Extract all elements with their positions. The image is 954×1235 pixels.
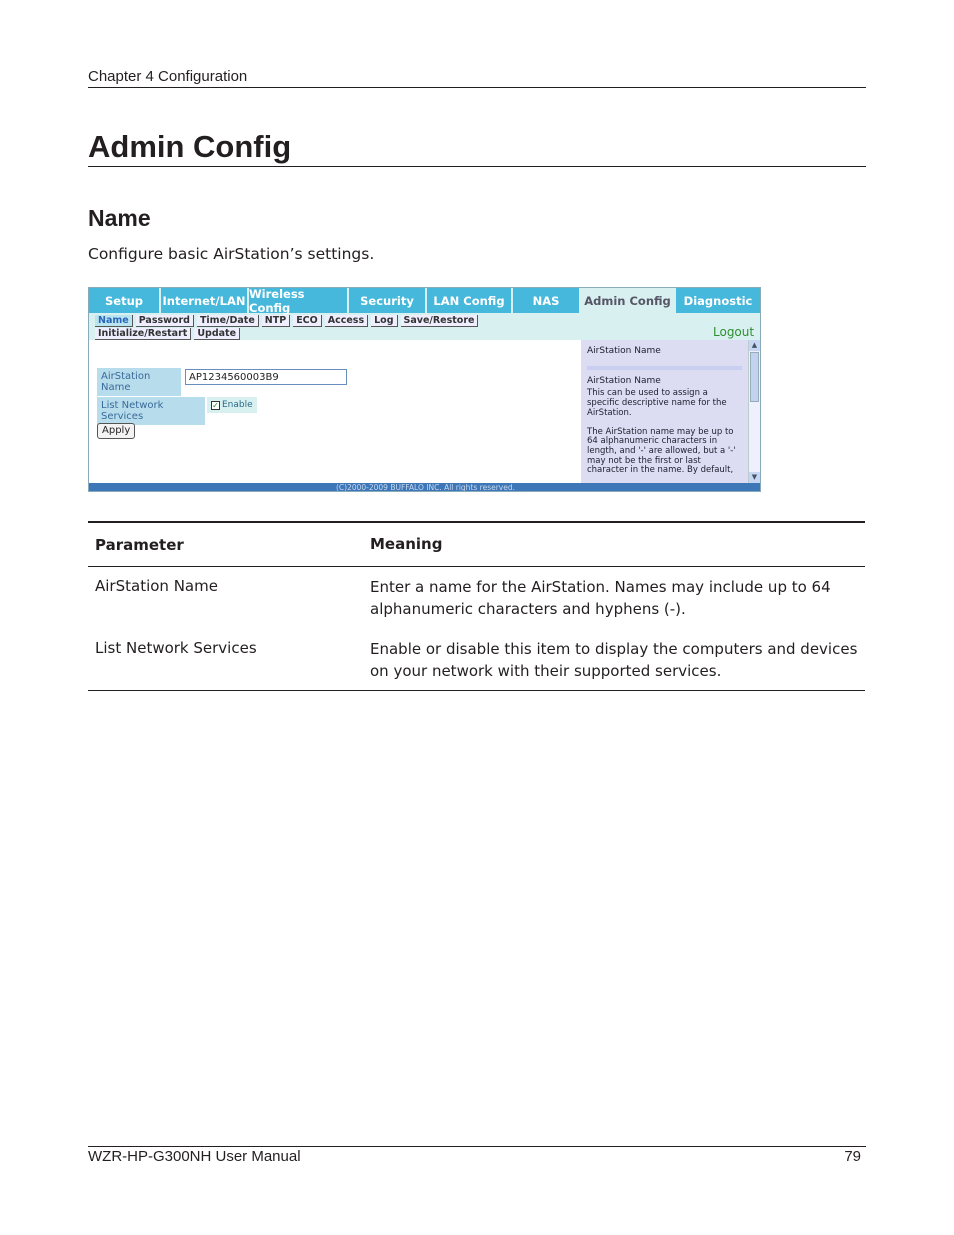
table-row [88,567,865,620]
airstation-name-label: AirStation Name [97,368,181,396]
scroll-thumb[interactable] [750,352,759,402]
help-paragraph-2: The AirStation name may be up to 64 alphanumeric characters in length, and '-' are allowed, but a '-' may not be the first or last character in the name. By default, [587,426,736,476]
tab-diagnostic[interactable]: Diagnostic [676,288,760,313]
airstation-name-input[interactable]: AP1234560003B9 [185,369,347,385]
subnav-name[interactable]: Name [95,315,133,327]
tab-nas[interactable]: NAS [513,288,581,313]
intro-text: Configure basic AirStation’s settings. [88,245,375,263]
subnav-log[interactable]: Log [371,315,397,327]
tab-lan-config[interactable]: LAN Config [427,288,513,313]
tab-setup[interactable]: Setup [89,288,161,313]
sub-navigation [95,315,575,341]
subnav-save-restore[interactable]: Save/Restore [401,315,479,327]
meaning-cell: Enable or disable this item to display the computers and devices on your network with their supported services. [370,640,858,680]
scroll-up-icon[interactable]: ▲ [749,340,760,351]
footer-manual-name: WZR-HP-G300NH User Manual [88,1148,301,1165]
help-heading: AirStation Name [587,346,661,356]
subnav-ntp[interactable]: NTP [262,315,290,327]
subnav-time-date[interactable]: Time/Date [197,315,259,327]
enable-label: Enable [222,400,253,410]
table-header [88,523,865,567]
section-title: Name [88,205,151,231]
subnav-access[interactable]: Access [325,315,368,327]
router-screenshot [88,287,761,492]
tab-admin-config[interactable]: Admin Config [581,288,676,313]
page-title: Admin Config [88,128,866,167]
subnav-initialize-restart[interactable]: Initialize/Restart [95,328,191,340]
list-services-label: List Network Services [97,397,205,425]
settings-panel [89,340,581,483]
subnav-eco[interactable]: ECO [293,315,322,327]
help-subheading: AirStation Name [587,375,661,386]
parameter-table [88,521,865,691]
scroll-down-icon[interactable]: ▼ [749,472,760,483]
footer-rule [88,1146,866,1147]
tab-bar [89,288,761,314]
tab-security[interactable]: Security [349,288,427,313]
enable-option [207,397,257,413]
copyright-bar: (C)2000-2009 BUFFALO INC. All rights reserved. [89,483,761,492]
meaning-cell: Enter a name for the AirStation. Names may include up to 64 alphanumeric characters and hyphens (-). [370,578,831,618]
header-meaning: Meaning [370,534,443,553]
header-parameter: Parameter [95,535,184,554]
logout-link[interactable]: Logout [713,325,755,339]
page-number: 79 [844,1148,861,1165]
subnav-password[interactable]: Password [136,315,194,327]
table-row [88,620,865,690]
help-scrollbar[interactable] [748,340,760,483]
tab-wireless-config[interactable]: Wireless Config [249,288,349,313]
apply-button[interactable]: Apply [97,423,135,439]
running-head: Chapter 4 Configuration [88,68,866,88]
subnav-update[interactable]: Update [194,328,240,340]
help-panel [581,340,748,483]
param-cell: List Network Services [95,639,257,657]
tab-internet-lan[interactable]: Internet/LAN [161,288,249,313]
enable-checkbox[interactable]: ✓ [212,400,219,410]
param-cell: AirStation Name [95,577,218,595]
help-divider [587,366,742,370]
help-paragraph-1: This can be used to assign a specific descriptive name for the AirStation. [587,388,727,418]
